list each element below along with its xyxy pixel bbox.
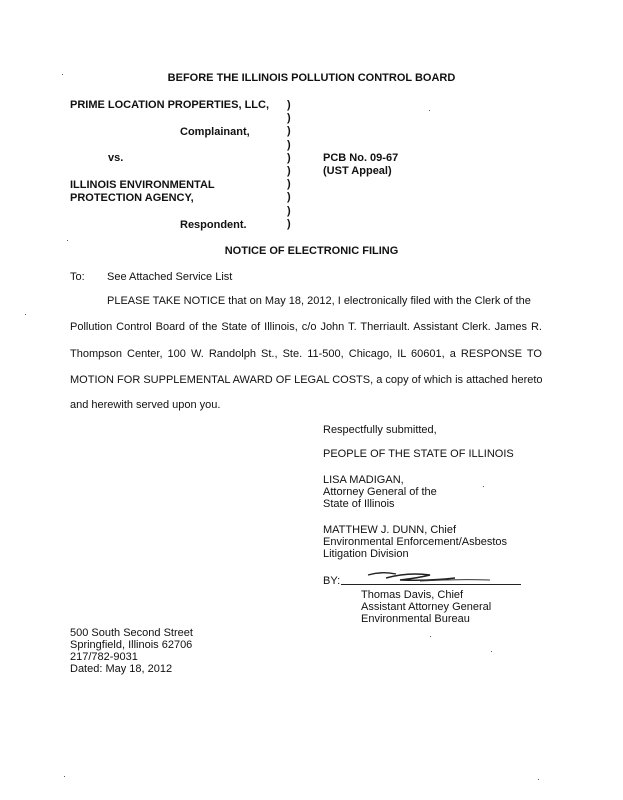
caption-paren: ) [287,164,291,177]
caption-paren: ) [287,191,291,204]
caption-paren: ) [287,151,291,164]
body-line-5: and herewith served upon you. [70,399,221,411]
party-name: PEOPLE OF THE STATE OF ILLINOIS [323,448,514,460]
division-chief-name: MATTHEW J. DUNN, Chief [323,524,457,536]
complainant-role: Complainant, [180,126,250,138]
caption-divider [287,99,299,231]
division-chief-block [323,524,507,560]
address-phone: 217/782-9031 [70,651,138,663]
to-label: To: [70,271,85,283]
caption-paren: ) [287,178,291,191]
to-value: See Attached Service List [107,271,233,283]
scan-speck [538,779,539,780]
respondent-name-line2: PROTECTION AGENCY, [70,192,194,204]
scan-speck [430,636,431,637]
body-line-4: MOTION FOR SUPPLEMENTAL AWARD OF LEGAL COSTS, a copy of which is attached hereto [70,374,543,386]
signer-title: Assistant Attorney General [361,601,492,613]
caption-paren: ) [287,138,291,151]
signer-title: Environmental Bureau [361,613,470,625]
body-line-1: PLEASE TAKE NOTICE that on May 18, 2012, I electronically filed with the Clerk of the [107,295,531,307]
complainant-name: PRIME LOCATION PROPERTIES, LLC, [70,99,270,111]
attorney-general-name: LISA MADIGAN, [323,474,404,486]
scan-speck [491,651,492,652]
body-line-2: Pollution Control Board of the State of Illinois, c/o John T. Therriault. Assistant Clerk. James R. [70,321,542,333]
caption-paren: ) [287,204,291,217]
scan-speck [62,74,63,75]
caption-paren: ) [287,112,291,125]
case-type: (UST Appeal) [323,165,392,177]
closing: Respectfully submitted, [323,424,437,436]
scan-speck [64,776,65,777]
caption-paren: ) [287,217,291,230]
case-number: PCB No. 09-67 [323,152,399,164]
caption-paren: ) [287,125,291,138]
division-chief-title: Litigation Division [323,548,409,560]
notice-title: NOTICE OF ELECTRONIC FILING [224,245,399,257]
document-title: BEFORE THE ILLINOIS POLLUTION CONTROL BOARD [167,72,456,84]
handwritten-signature [360,566,500,588]
respondent-name-line1: ILLINOIS ENVIRONMENTAL [70,179,215,191]
body-line-3: Thompson Center, 100 W. Randolph St., Ste. 11-500, Chicago, IL 60601, a RESPONSE TO [70,348,542,360]
scan-speck [25,314,26,315]
caption-paren: ) [287,99,291,111]
address-date: Dated: May 18, 2012 [70,663,173,675]
signer-block [361,589,491,625]
attorney-general-block [323,474,437,510]
address-street: 500 South Second Street [70,627,193,639]
scan-speck [67,240,68,241]
division-chief-title: Environmental Enforcement/Asbestos [323,536,508,548]
scan-speck [429,110,430,111]
respondent-role: Respondent. [180,219,247,231]
by-label: BY: [323,575,341,587]
address-city: Springfield, Illinois 62706 [70,639,193,651]
address-block [70,627,193,675]
scan-speck [483,486,484,487]
attorney-general-title: State of Illinois [323,498,395,510]
signer-name: Thomas Davis, Chief [361,589,464,601]
attorney-general-title: Attorney General of the [323,486,437,498]
versus-label: vs. [108,152,124,164]
